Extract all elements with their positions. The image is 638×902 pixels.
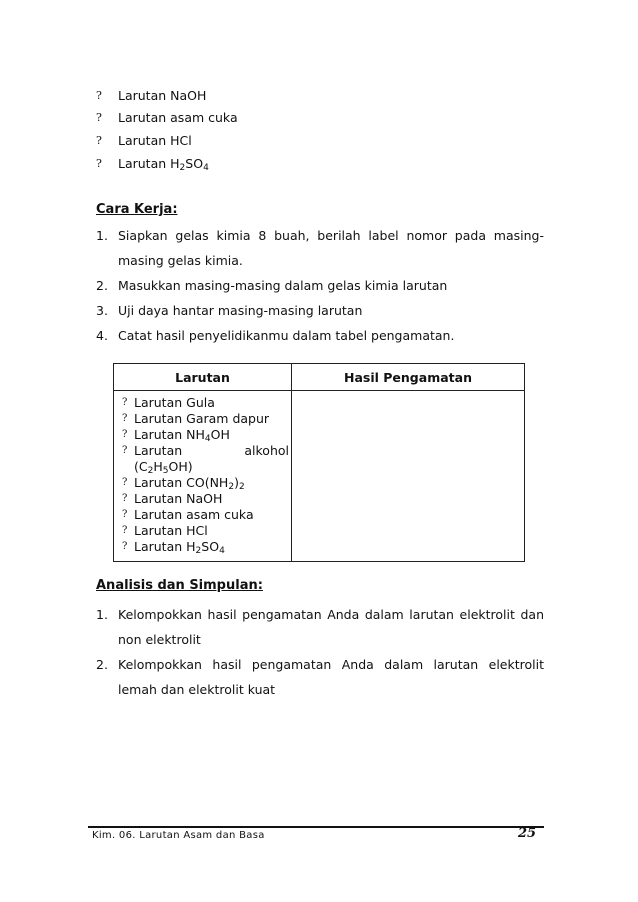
step-number: 3.: [96, 303, 108, 318]
page-number: 25: [518, 826, 537, 841]
step-number: 2.: [96, 278, 108, 293]
procedure-step: [96, 298, 544, 323]
procedure-step: [96, 223, 544, 273]
solution-item: ? Larutan Garam dapur: [122, 411, 270, 426]
material-label: Larutan HCl: [118, 133, 192, 148]
col-header-hasil: Hasil Pengamatan: [292, 364, 525, 391]
bullet-icon: ?: [122, 525, 128, 536]
step-text: Siapkan gelas kimia 8 buah, berilah label nomor pada masing-masing gelas kimia.: [118, 228, 544, 268]
procedure-step: [96, 323, 544, 348]
footer-divider: [88, 826, 544, 828]
step-text: Kelompokkan hasil pengamatan Anda dalam larutan elektrolit lemah dan elektrolit kuat: [118, 657, 544, 697]
solution-list-cell: [114, 391, 292, 562]
bullet-icon: ?: [122, 413, 128, 424]
step-text: Masukkan masing-masing dalam gelas kimia larutan: [118, 278, 448, 293]
solution-item: ? Larutan HCl: [122, 523, 208, 538]
footer-title: Kim. 06. Larutan Asam dan Basa: [92, 830, 265, 841]
observation-table: [113, 363, 525, 562]
step-number: 2.: [96, 657, 108, 672]
analysis-heading: Analisis dan Simpulan:: [96, 578, 263, 593]
material-label: Larutan $H_2SO_4$: [118, 156, 209, 173]
solution-item: ? Larutan Gula: [122, 395, 215, 410]
solution-item: ? Larutan $NH_4OH$: [122, 427, 230, 444]
step-text: Uji daya hantar masing-masing larutan: [118, 303, 363, 318]
bullet-icon: ?: [122, 541, 128, 552]
bullet-icon: ?: [122, 509, 128, 520]
col-header-larutan: Larutan: [114, 364, 292, 391]
table-row: [114, 391, 525, 562]
step-number: 1.: [96, 228, 108, 243]
solution-item: ? Larutan $CO(NH_2)_2$: [122, 475, 245, 492]
solution-item: ? Larutan alkohol $(C_2H_5OH)$: [122, 443, 289, 476]
bullet-icon: ?: [122, 445, 128, 456]
bullet-icon: ?: [122, 493, 128, 504]
analysis-steps: [96, 602, 544, 702]
procedure-heading: Cara Kerja:: [96, 202, 178, 217]
bullet-icon: ?: [96, 134, 102, 147]
bullet-icon: ?: [122, 477, 128, 488]
procedure-step: [96, 273, 544, 298]
bullet-icon: ?: [96, 157, 102, 170]
material-label: Larutan asam cuka: [118, 110, 238, 125]
observation-result-cell: [292, 391, 525, 562]
bullet-icon: ?: [122, 397, 128, 408]
bullet-icon: ?: [96, 111, 102, 124]
bullet-icon: ?: [96, 89, 102, 102]
solution-item: ? Larutan asam cuka: [122, 507, 254, 522]
step-number: 1.: [96, 607, 108, 622]
procedure-steps: [96, 223, 544, 348]
analysis-step: [96, 602, 544, 652]
material-label: Larutan NaOH: [118, 88, 207, 103]
table-header-row: [114, 364, 525, 391]
step-number: 4.: [96, 328, 108, 343]
solution-item: ? Larutan $H_2SO_4$: [122, 539, 225, 556]
step-text: Catat hasil penyelidikanmu dalam tabel pengamatan.: [118, 328, 455, 343]
solution-item: ? Larutan NaOH: [122, 491, 223, 506]
analysis-step: [96, 652, 544, 702]
step-text: Kelompokkan hasil pengamatan Anda dalam larutan elektrolit dan non elektrolit: [118, 607, 544, 647]
bullet-icon: ?: [122, 429, 128, 440]
